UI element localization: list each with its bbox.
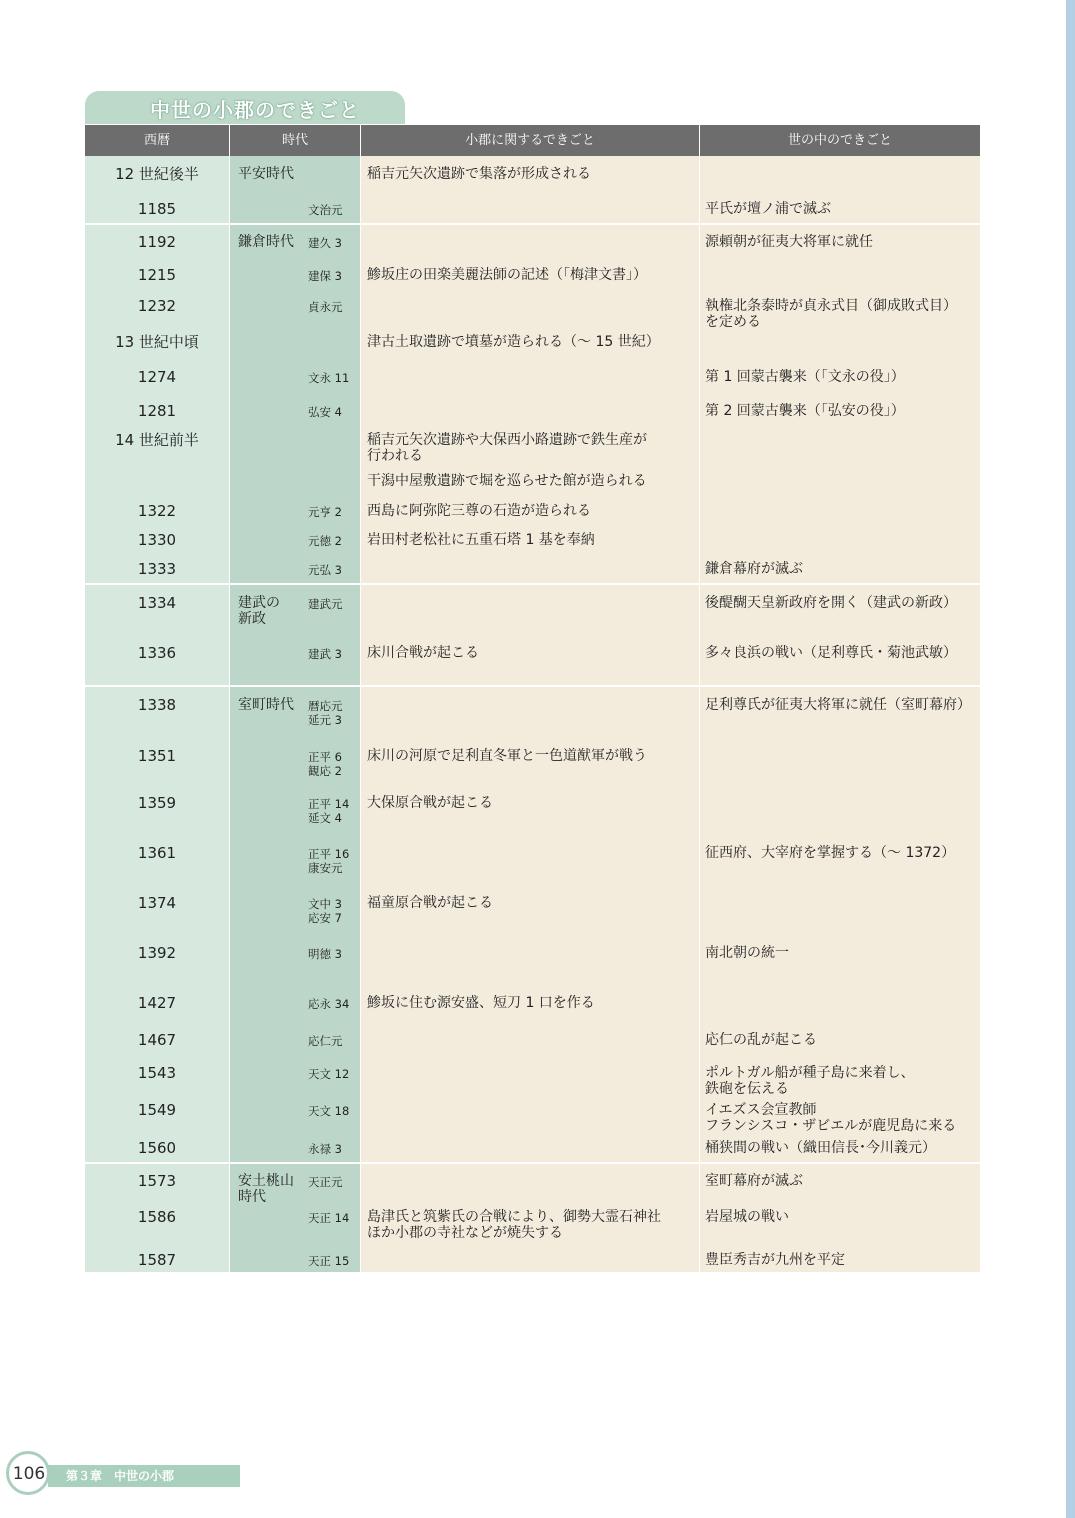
year-cell: 1185: [137, 200, 177, 218]
local-event-cell: 稲吉元矢次遺跡で集落が形成される: [367, 166, 591, 182]
era-name-cell: 弘安 4: [308, 405, 342, 419]
era-name-cell: 正平 14 延文 4: [308, 797, 350, 825]
year-cell: 1336: [137, 644, 177, 662]
year-cell: 1560: [137, 1139, 177, 1157]
era-cell: 建武の 新政: [238, 595, 280, 627]
world-event-cell: 執権北条泰時が貞永式目（御成敗式目） を定める: [705, 298, 957, 330]
era-name-cell: 元弘 3: [308, 563, 342, 577]
era-name-cell: 建保 3: [308, 269, 342, 283]
year-cell: 1573: [137, 1172, 177, 1190]
era-cell: 平安時代: [238, 166, 294, 182]
year-cell: 1543: [137, 1064, 177, 1082]
year-cell: 1361: [137, 844, 177, 862]
era-name-cell: 正平 16 康安元: [308, 847, 350, 875]
local-event-cell: 岩田村老松社に五重石塔 1 基を奉納: [367, 532, 595, 548]
period-divider: [85, 1162, 980, 1164]
local-column-bg: [361, 156, 699, 1272]
local-event-cell: 干潟中屋敷遺跡で堀を巡らせた館が造られる: [367, 473, 647, 489]
header-year: 西暦: [85, 125, 229, 156]
era-name-cell: 天文 18: [308, 1104, 350, 1118]
local-event-cell: 鯵坂庄の田楽美麗法師の記述（｢梅津文書｣）: [367, 267, 647, 283]
local-event-cell: 床川合戦が起こる: [367, 645, 479, 661]
era-name-cell: 貞永元: [308, 300, 343, 314]
world-event-cell: 桶狭間の戦い（織田信長･今川義元）: [705, 1140, 936, 1156]
year-cell: 1232: [137, 297, 177, 315]
world-event-cell: 足利尊氏が征夷大将軍に就任（室町幕府）: [705, 697, 971, 713]
page-edge-bar: [1066, 0, 1075, 1518]
local-event-cell: 鯵坂に住む源安盛、短刀 1 口を作る: [367, 995, 595, 1011]
era-name-cell: 元亨 2: [308, 505, 342, 519]
local-event-cell: 福童原合戦が起こる: [367, 895, 493, 911]
header-local-events: 小郡に関するできごと: [361, 125, 699, 156]
era-name-cell: 文中 3 応安 7: [308, 897, 342, 925]
header-era: 時代: [230, 125, 360, 156]
local-event-cell: 西島に阿弥陀三尊の石造が造られる: [367, 503, 591, 519]
world-event-cell: 南北朝の統一: [705, 945, 789, 961]
era-name-cell: 永禄 3: [308, 1142, 342, 1156]
year-cell: 1359: [137, 794, 177, 812]
year-cell: 1549: [137, 1101, 177, 1119]
world-event-cell: 応仁の乱が起こる: [705, 1032, 817, 1048]
era-name-cell: 応仁元: [308, 1034, 343, 1048]
year-cell: 1215: [137, 266, 177, 284]
page-number: 106: [12, 1464, 46, 1484]
world-event-cell: 多々良浜の戦い（足利尊氏・菊池武敏）: [705, 645, 957, 661]
year-cell: 1274: [137, 368, 177, 386]
era-name-cell: 建武 3: [308, 647, 342, 661]
world-event-cell: 後醍醐天皇新政府を開く（建武の新政）: [705, 595, 957, 611]
era-cell: 鎌倉時代: [238, 234, 294, 250]
world-event-cell: 岩屋城の戦い: [705, 1209, 789, 1225]
era-name-cell: 暦応元 延元 3: [308, 699, 343, 727]
year-cell: 12 世紀後半: [115, 165, 199, 183]
chapter-label: 第３章 中世の小郡: [66, 1469, 175, 1483]
era-name-cell: 天正 14: [308, 1211, 350, 1225]
era-name-cell: 建武元: [308, 597, 343, 611]
year-cell: 1392: [137, 944, 177, 962]
era-name-cell: 文治元: [308, 203, 343, 217]
world-event-cell: 平氏が壇ノ浦で滅ぶ: [705, 201, 831, 217]
year-cell: 1587: [137, 1251, 177, 1269]
local-event-cell: 津古土取遺跡で墳墓が造られる（～ 15 世紀）: [367, 334, 660, 350]
era-cell: 安土桃山 時代: [238, 1173, 294, 1205]
year-cell: 1586: [137, 1208, 177, 1226]
year-cell: 1281: [137, 402, 177, 420]
year-cell: 1467: [137, 1031, 177, 1049]
year-cell: 1330: [137, 531, 177, 549]
world-event-cell: 豊臣秀吉が九州を平定: [705, 1252, 845, 1268]
local-event-cell: 島津氏と筑紫氏の合戦により、御勢大霊石神社 ほか小郡の寺社などが焼失する: [367, 1209, 661, 1241]
year-cell: 1334: [137, 594, 177, 612]
year-cell: 14 世紀前半: [115, 431, 199, 449]
local-event-cell: 稲吉元矢次遺跡や大保西小路遺跡で鉄生産が 行われる: [367, 432, 647, 464]
era-name-cell: 明徳 3: [308, 947, 342, 961]
era-name-cell: 応永 34: [308, 997, 350, 1011]
year-cell: 1192: [137, 233, 177, 251]
year-cell: 13 世紀中頃: [115, 333, 199, 351]
period-divider: [85, 223, 980, 225]
era-name-cell: 正平 6 観応 2: [308, 750, 342, 778]
era-name-cell: 天文 12: [308, 1067, 350, 1081]
period-divider: [85, 685, 980, 687]
world-event-cell: イエズス会宣教師 フランシスコ・ザビエルが鹿児島に来る: [705, 1102, 957, 1134]
era-cell: 室町時代: [238, 697, 294, 713]
era-name-cell: 天正元: [308, 1175, 343, 1189]
table-title: 中世の小郡のできごと: [150, 98, 360, 122]
year-cell: 1427: [137, 994, 177, 1012]
world-event-cell: 室町幕府が滅ぶ: [705, 1173, 803, 1189]
world-event-cell: 征西府、大宰府を掌握する（～ 1372）: [705, 845, 956, 861]
year-cell: 1322: [137, 502, 177, 520]
header-world-events: 世の中のできごと: [700, 125, 980, 156]
era-name-cell: 天正 15: [308, 1254, 350, 1268]
world-event-cell: 源頼朝が征夷大将軍に就任: [705, 234, 873, 250]
era-name-cell: 建久 3: [308, 236, 342, 250]
year-cell: 1333: [137, 560, 177, 578]
world-event-cell: 鎌倉幕府が滅ぶ: [705, 561, 803, 577]
era-name-cell: 文永 11: [308, 371, 350, 385]
local-event-cell: 大保原合戦が起こる: [367, 795, 493, 811]
world-event-cell: 第 2 回蒙古襲来（｢弘安の役｣）: [705, 403, 905, 419]
year-cell: 1338: [137, 696, 177, 714]
world-event-cell: ポルトガル船が種子島に来着し、 鉄砲を伝える: [705, 1065, 915, 1097]
local-event-cell: 床川の河原で足利直冬軍と一色道猷軍が戦う: [367, 748, 647, 764]
world-event-cell: 第 1 回蒙古襲来（｢文永の役｣）: [705, 369, 905, 385]
period-divider: [85, 583, 980, 585]
year-cell: 1351: [137, 747, 177, 765]
era-name-cell: 元徳 2: [308, 534, 342, 548]
year-cell: 1374: [137, 894, 177, 912]
